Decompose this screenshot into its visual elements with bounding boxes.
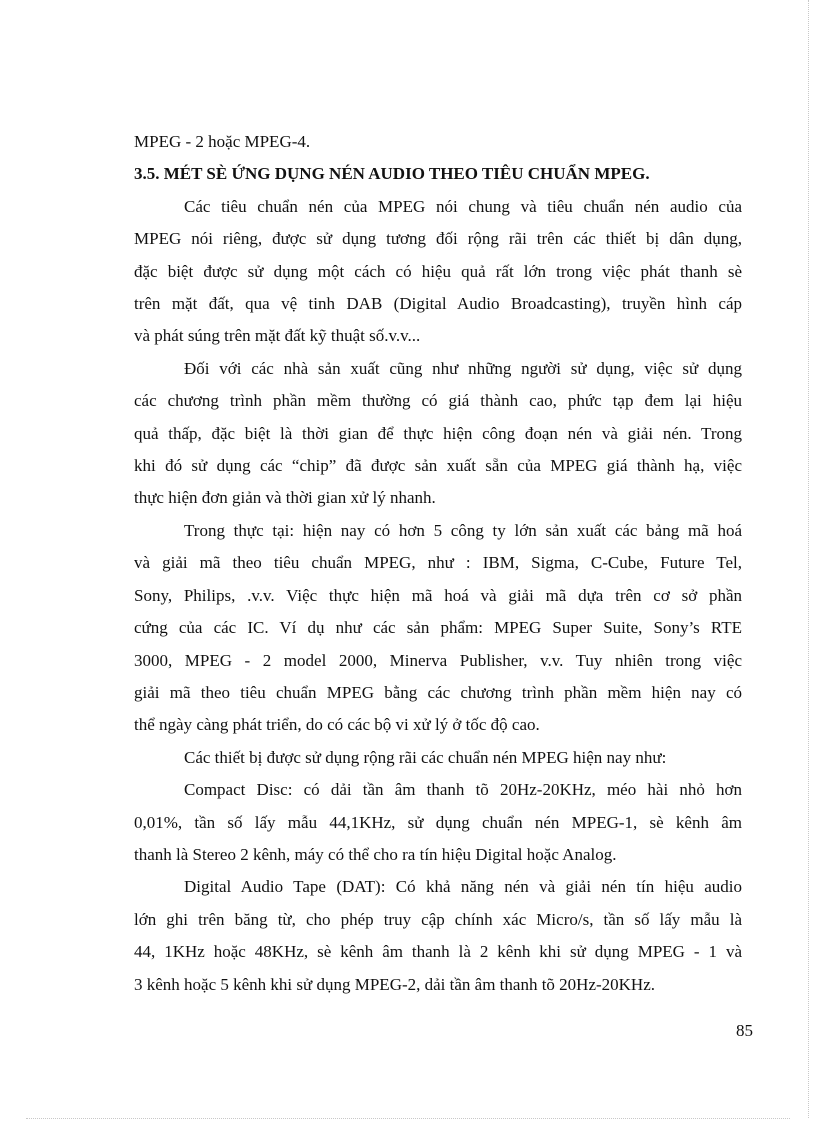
text-line: Các tiêu chuẩn nén của MPEG nói chung và tiêu chuẩn nén audio của xyxy=(184,196,742,216)
text-line: quả thấp, đặc biệt là thời gian để thực hiện công đoạn nén và giải nén. Trong xyxy=(134,423,742,443)
text-line: giải mã theo tiêu chuẩn MPEG bằng các chương trình phần mềm hiện nay có xyxy=(134,682,742,702)
text-line: Đối với các nhà sản xuất cũng như những người sử dụng, việc sử dụng xyxy=(184,358,742,378)
text-line: Compact Disc: có dải tần âm thanh tõ 20Hz-20KHz, méo hài nhỏ hơn xyxy=(184,780,742,800)
text-line: Trong thực tại: hiện nay có hơn 5 công ty lớn sản xuất các bảng mã hoá xyxy=(184,520,742,540)
page-number: 85 xyxy=(736,1021,753,1040)
text-line: cứng của các IC. Ví dụ như các sản phẩm: MPEG Super Suite, Sony’s RTE xyxy=(134,618,742,638)
text-line: đặc biệt được sử dụng một cách có hiệu quả rất lớn trong việc phát thanh sè xyxy=(134,261,742,281)
text-line: trên mặt đất, qua vệ tinh DAB (Digital Audio Broadcasting), truyền hình cáp xyxy=(134,294,742,314)
section-heading: 3.5. MÉT SÈ ỨNG DỤNG NÉN AUDIO THEO TIÊU CHUẨN MPEG. xyxy=(134,164,650,184)
text-line: thể ngày càng phát triển, do có các bộ vi xử lý ở tốc độ cao. xyxy=(134,715,540,735)
text-line: 44, 1KHz hoặc 48KHz, sè kênh âm thanh là 2 kênh khi sử dụng MPEG - 1 và xyxy=(134,942,742,962)
text-line: khi đó sử dụng các “chip” đã được sản xuất sẵn của MPEG giá thành hạ, việc xyxy=(134,456,742,476)
text-line: MPEG - 2 hoặc MPEG-4. xyxy=(134,132,311,151)
text-line: Digital Audio Tape (DAT): Có khả năng nén và giải nén tín hiệu audio xyxy=(184,877,742,897)
text-line: 3 kênh hoặc 5 kênh khi sử dụng MPEG-2, dải tần âm thanh tõ 20Hz-20KHz. xyxy=(134,974,656,994)
text-line: 3000, MPEG - 2 model 2000, Minerva Publisher, v.v. Tuy nhiên trong việc xyxy=(134,650,742,670)
text-line: thực hiện đơn giản và thời gian xử lý nhanh. xyxy=(134,488,436,508)
page-right-border xyxy=(808,0,809,1118)
text-line: các chương trình phần mềm thường có giá thành cao, phức tạp đem lại hiệu xyxy=(134,391,742,411)
text-line: MPEG nói riêng, được sử dụng tương đối rộng rãi trên các thiết bị dân dụng, xyxy=(134,229,742,249)
text-line: lớn ghi trên băng từ, cho phép truy cập chính xác Micro/s, tần số lấy mẫu là xyxy=(134,909,742,929)
text-line: Các thiết bị được sử dụng rộng rãi các chuẩn nén MPEG hiện nay như: xyxy=(184,747,667,767)
text-line: và phát súng trên mặt đất kỹ thuật số.v.v... xyxy=(134,326,421,346)
page-body xyxy=(134,126,742,1001)
text-line: Sony, Philips, .v.v. Việc thực hiện mã hoá và giải mã dựa trên cơ sở phần xyxy=(134,585,742,605)
text-line: 0,01%, tần số lấy mẫu 44,1KHz, sử dụng chuẩn nén MPEG-1, sè kênh âm xyxy=(134,812,742,832)
text-line: và giải mã theo tiêu chuẩn MPEG, như : IBM, Sigma, C-Cube, Future Tel, xyxy=(134,553,742,573)
page-bottom-border xyxy=(26,1118,790,1119)
text-line: thanh là Stereo 2 kênh, máy có thể cho ra tín hiệu Digital hoặc Analog. xyxy=(134,844,617,864)
